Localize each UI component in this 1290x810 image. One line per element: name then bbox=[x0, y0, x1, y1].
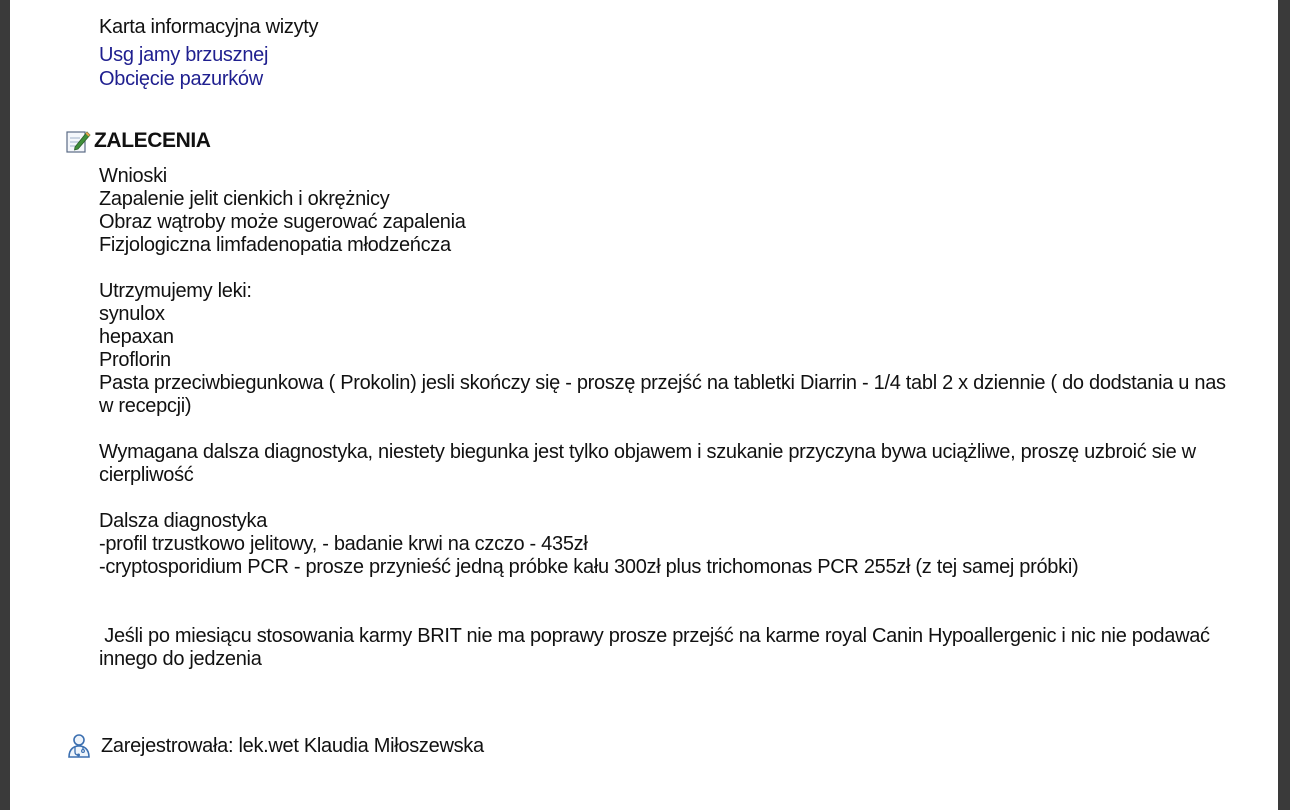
diet-note: Jeśli po miesiącu stosowania karmy BRIT nie ma poprawy prosze przejść na karme royal Canin Hypoallergenic i nic nie podawać innego do jedzenia bbox=[99, 625, 1215, 670]
recommendations-body bbox=[99, 165, 1239, 671]
doctor-icon bbox=[66, 733, 92, 759]
conclusions-heading: Wnioski bbox=[99, 165, 167, 187]
service-link-usg[interactable]: Usg jamy brzusznej bbox=[99, 44, 269, 66]
section-title: ZALECENIA bbox=[94, 129, 211, 152]
meds-heading: Utrzymujemy leki: bbox=[99, 280, 252, 302]
paste-note: Pasta przeciwbiegunkowa ( Prokolin) jesli skończy się - proszę przejść na tabletki Diarrin - 1/4 tabl 2 x dziennie ( do dodstania u nas w recepcji) bbox=[99, 372, 1226, 417]
visit-title: Karta informacyjna wizyty bbox=[99, 16, 319, 38]
diagnostic-item: -cryptosporidium PCR - prosze przynieść jedną próbke kału 300zł plus trichomonas PCR 255zł (z tej samej próbki) bbox=[99, 556, 1079, 578]
recommendations-header bbox=[66, 128, 211, 154]
diagnostic-item: -profil trzustkowo jelitowy, - badanie krwi na czczo - 435zł bbox=[99, 533, 588, 555]
visit-info bbox=[99, 16, 318, 91]
diagnostics-heading: Dalsza diagnostyka bbox=[99, 510, 268, 532]
conclusion-item: Obraz wątroby może sugerować zapalenia bbox=[99, 211, 466, 233]
conclusion-item: Zapalenie jelit cienkich i okrężnicy bbox=[99, 188, 390, 210]
med-item: synulox bbox=[99, 303, 165, 325]
med-item: hepaxan bbox=[99, 326, 174, 348]
conclusion-item: Fizjologiczna limfadenopatia młodzeńcza bbox=[99, 234, 451, 256]
edit-note-icon bbox=[66, 128, 91, 154]
registered-text: Zarejestrowała: lek.wet Klaudia Miłoszewska bbox=[101, 734, 484, 757]
med-item: Proflorin bbox=[99, 349, 171, 371]
diagnostics-note: Wymagana dalsza diagnostyka, niestety biegunka jest tylko objawem i szukanie przyczyna bywa uciążliwe, proszę uzbroić sie w cierpliwość bbox=[99, 441, 1196, 486]
document-page bbox=[10, 0, 1278, 810]
service-link-claws[interactable]: Obcięcie pazurków bbox=[99, 68, 263, 90]
registered-by bbox=[66, 733, 484, 759]
